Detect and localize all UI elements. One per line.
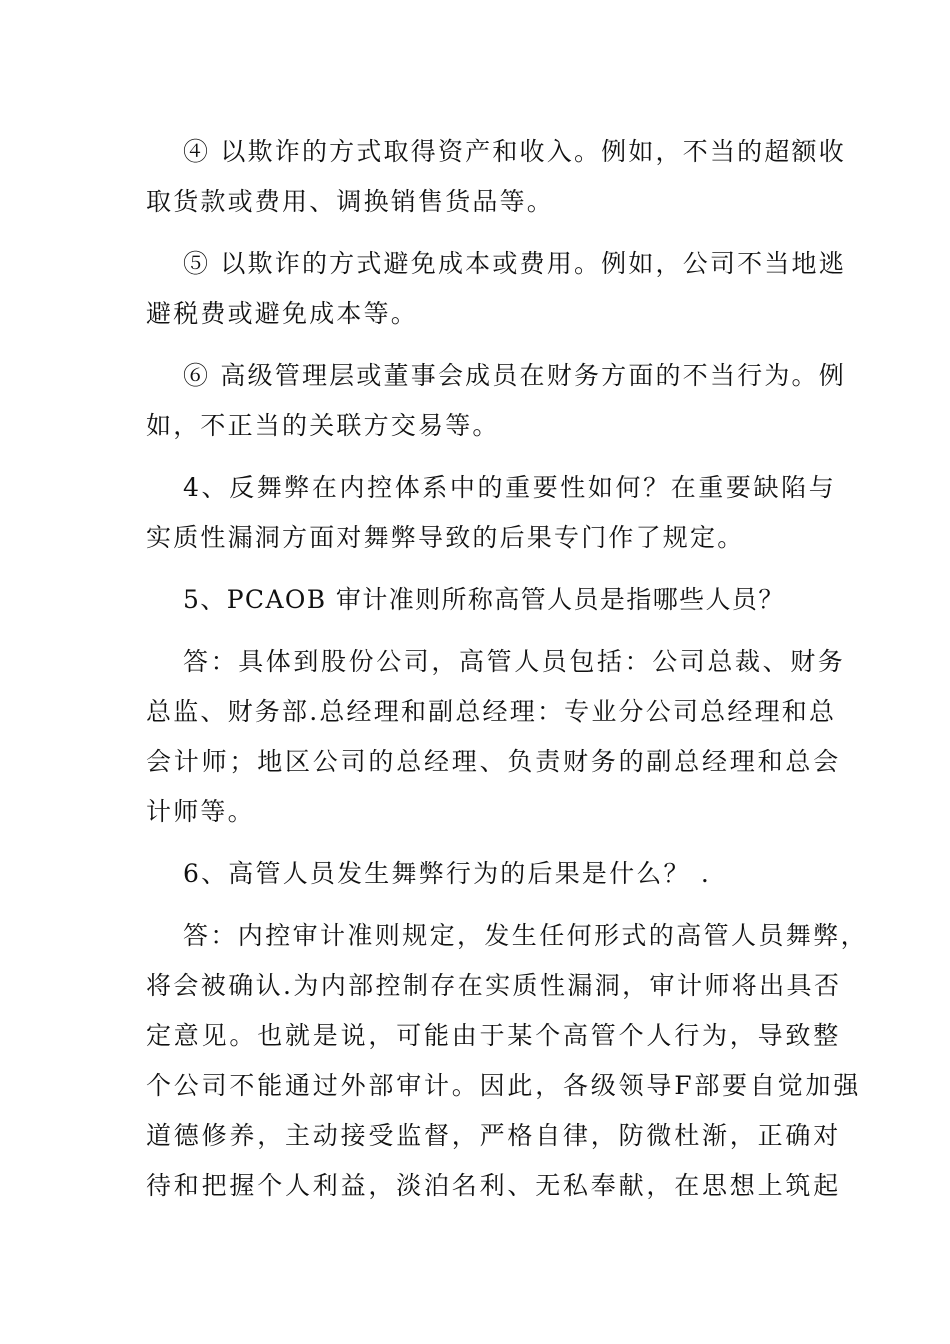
text-line: 答：具体到股份公司，高管人员包括：公司总裁、财务	[183, 647, 846, 676]
text-line: 个公司不能通过外部审计。因此，各级领导F部要自觉加强	[146, 1071, 862, 1100]
text-line: 待和把握个人利益，淡泊名利、无私奉献，在思想上筑起	[146, 1171, 842, 1200]
text-line: 6、高管人员发生舞弊行为的后果是什么？ .	[183, 859, 712, 888]
text-line: 5、PCAOB 审计准则所称高管人员是指哪些人员？	[183, 585, 785, 614]
text-line: 总监、财务部.总经理和副总经理：专业分公司总经理和总	[146, 697, 837, 726]
text-line: 4、反舞弊在内控体系中的重要性如何？在重要缺陷与	[183, 473, 837, 502]
text-line: ⑥ 高级管理层或董事会成员在财务方面的不当行为。例	[183, 361, 846, 390]
text-line: ⑤ 以欺诈的方式避免成本或费用。例如，公司不当地逃	[183, 249, 846, 278]
text-line: 避税费或避免成本等。	[146, 299, 419, 328]
text-line: 答：内控审计准则规定，发生任何形式的高管人员舞弊，	[183, 921, 869, 950]
text-line: 实质性漏洞方面对舞弊导致的后果专门作了规定。	[146, 523, 745, 552]
text-line: 计师等。	[146, 797, 255, 826]
text-line: ④ 以欺诈的方式取得资产和收入。例如，不当的超额收	[183, 137, 846, 166]
text-line: 定意见。也就是说，可能由于某个高管个人行为，导致整	[146, 1021, 842, 1050]
text-line: 会计师；地区公司的总经理、负责财务的副总经理和总会	[146, 747, 842, 776]
text-line: 如，不正当的关联方交易等。	[146, 411, 500, 440]
text-line: 道德修养，主动接受监督，严格自律，防微杜渐，正确对	[146, 1121, 842, 1150]
text-line: 取货款或费用、调换销售货品等。	[146, 187, 555, 216]
text-line: 将会被确认.为内部控制存在实质性漏洞，审计师将出具否	[146, 971, 842, 1000]
